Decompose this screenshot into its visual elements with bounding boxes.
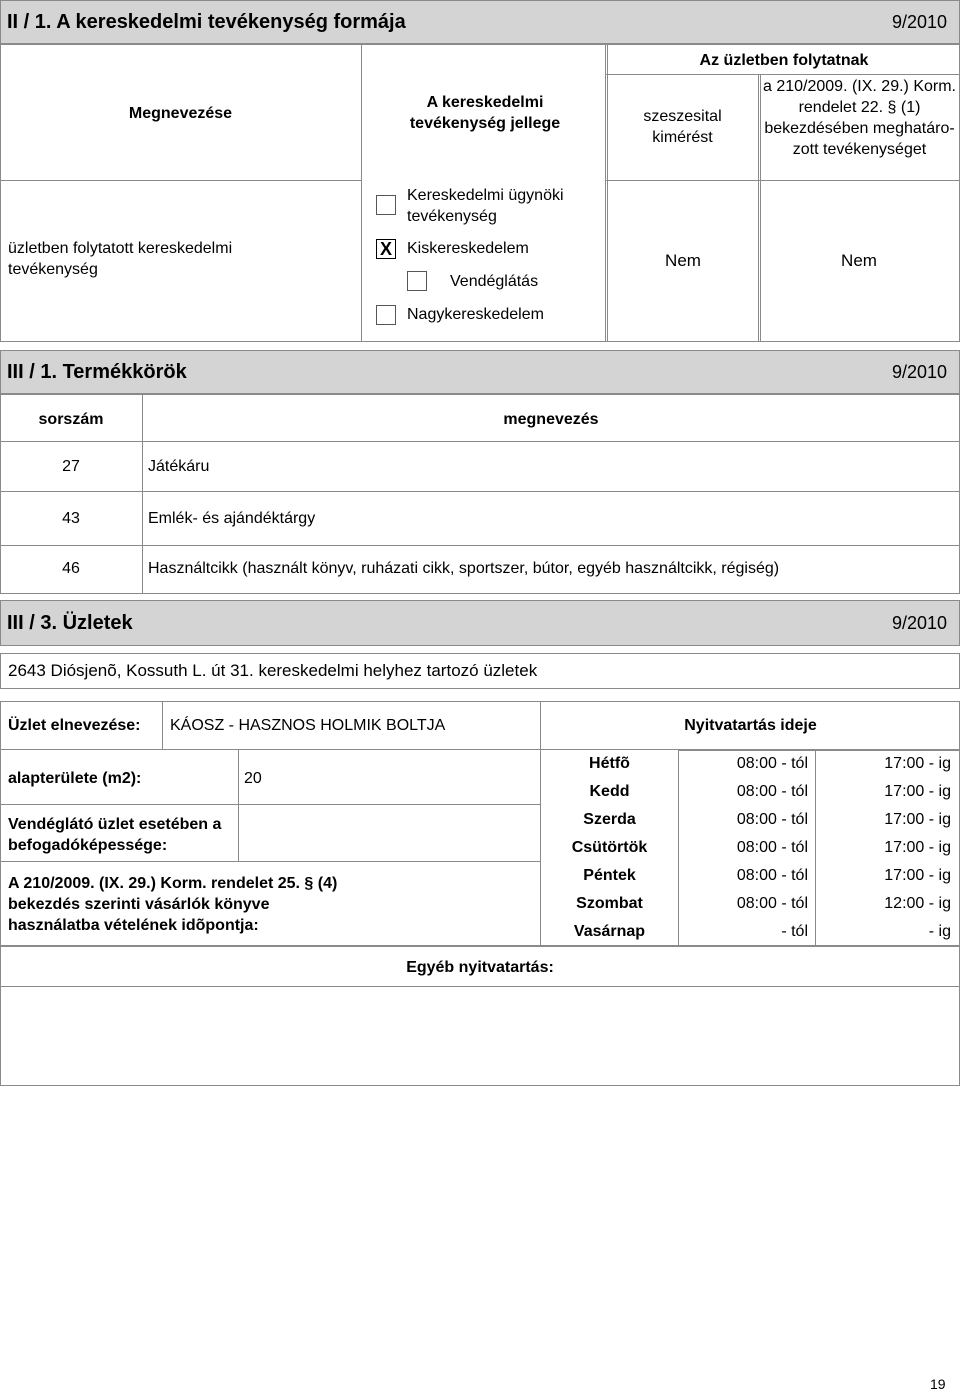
table-row-num: 43 [62,510,80,527]
table-row-name: Használtcikk (használt könyv, ruházati cikk, sportszer, bútor, egyéb használtcikk, régiség) [148,560,780,577]
table-row-num: 46 [62,560,80,577]
hours-day: Hétfõ [589,755,630,772]
hours-day: Csütörtök [571,839,648,856]
uzlet-name: KÁOSZ - HASZNOS HOLMIK BOLTJA [170,717,446,734]
col-megnevezese: Megnevezése [128,105,233,122]
befogado-label: Vendéglátó üzlet esetében a befogadóképessége: [8,816,222,854]
col-uzletben-folytatnak: Az üzletben folytatnak [699,52,869,69]
col-rendelet: a 210/2009. (IX. 29.) Korm. rendelet 22. § (1) bekezdésében meghatáro-zott tevékenységet [763,78,956,158]
alapterulet-label: alapterülete (m2): [8,770,142,787]
section-year: 9/2010 [891,612,947,633]
hours-to: 12:00 - ig [884,895,951,912]
hours-day: Szerda [583,811,636,828]
section-header-ii1 [0,0,960,44]
option-checkbox-vendeglatas[interactable] [407,271,427,291]
section-title: III / 1. Termékkörök [7,360,187,383]
hours-to: 17:00 - ig [884,839,951,856]
szeszesital-value: Nem [665,251,701,270]
table-row-name: Játékáru [148,458,210,475]
section-year: 9/2010 [891,11,947,32]
hours-from: 08:00 - tól [736,895,808,912]
hours-to: 17:00 - ig [884,783,951,800]
table-row-num: 27 [62,458,80,475]
option-label-vendeglatas: Vendéglátás [450,273,539,290]
col-szeszesital: szeszesital kimérést [643,108,722,146]
uzlet-label: Üzlet elnevezése: [8,717,141,734]
section-title: III / 3. Üzletek [7,611,133,634]
hours-to: 17:00 - ig [884,867,951,884]
hours-to: - ig [928,923,951,940]
hours-day: Vasárnap [573,923,646,940]
section-header-iii1 [0,350,960,394]
section-title: II / 1. A kereskedelmi tevékenység formája [7,10,406,33]
hours-from: 08:00 - tól [736,839,808,856]
hours-from: - tól [781,923,808,940]
page-number: 19 [930,1376,946,1392]
hours-day: Péntek [583,867,636,884]
section-year: 9/2010 [891,361,947,382]
option-label-ugynoki: Kereskedelmi ügynöki tevékenység [407,187,564,225]
option-checkbox-nagykereskedelem[interactable] [376,305,396,325]
col-sorszam: sorszám [38,411,104,428]
col-jellege: A kereskedelmi tevékenység jellege [409,94,561,132]
hours-day: Kedd [589,783,630,800]
alapterulet-value: 20 [244,770,262,787]
option-checkbox-ugynoki[interactable] [376,195,396,215]
row-label-uzletben: üzletben folytatott kereskedelmi tevékenység [8,240,233,278]
col-megnevezes: megnevezés [503,411,599,428]
hours-from: 08:00 - tól [736,867,808,884]
egyeb-label: Egyéb nyitvatartás: [406,959,554,976]
table-row-name: Emlék- és ajándéktárgy [148,510,316,527]
rendelet-value: Nem [841,251,877,270]
shop-address: 2643 Diósjenõ, Kossuth L. út 31. kereskedelmi helyhez tartozó üzletek [8,661,538,680]
hours-from: 08:00 - tól [736,783,808,800]
nyitvatartas-label: Nyitvatartás ideje [684,717,817,734]
option-checkbox-kiskereskedelem[interactable]: X [376,239,396,259]
hours-day: Szombat [576,895,643,912]
section-header-iii3 [0,600,960,646]
hours-from: 08:00 - tól [736,755,808,772]
hours-from: 08:00 - tól [736,811,808,828]
hours-to: 17:00 - ig [884,811,951,828]
vasarlok-label: A 210/2009. (IX. 29.) Korm. rendelet 25. § (4) bekezdés szerinti vásárlók könyve használatba vételének idõpontja: [8,875,338,934]
option-label-nagykereskedelem: Nagykereskedelem [407,306,544,323]
option-label-kiskereskedelem: Kiskereskedelem [407,240,529,257]
hours-to: 17:00 - ig [884,755,951,772]
